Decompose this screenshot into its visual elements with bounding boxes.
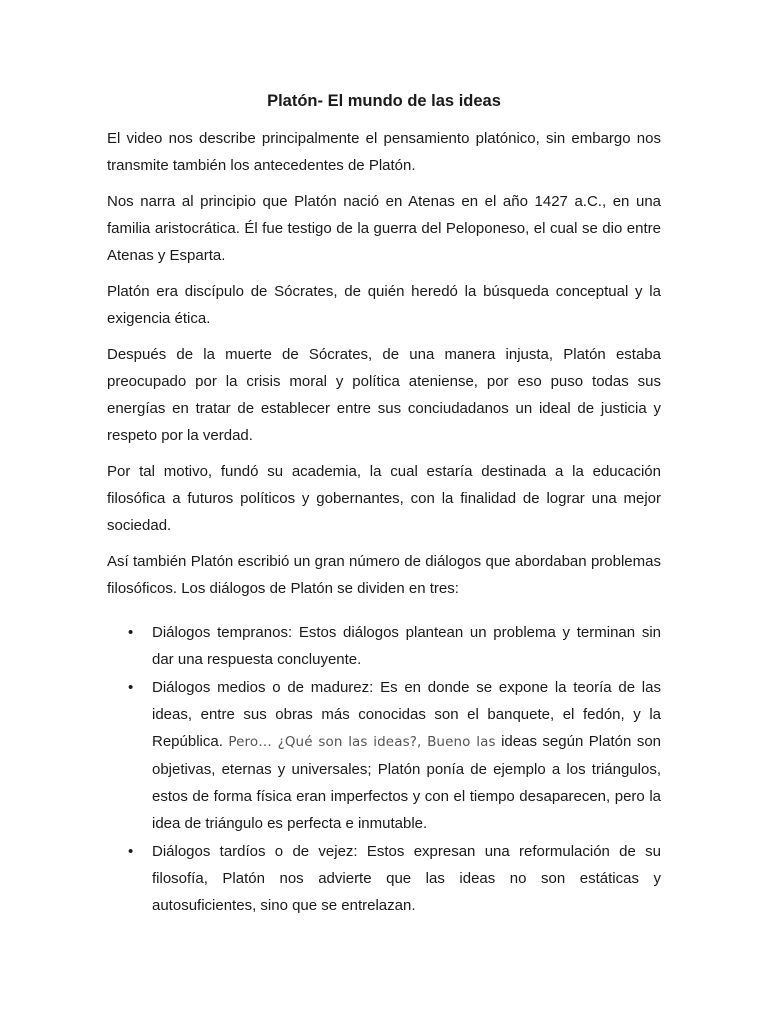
paragraph-death-socrates: Después de la muerte de Sócrates, de una manera injusta, Platón estaba preocupado por la crisis moral y política ateniense, por eso puso todas sus energías en tratar de establecer entre sus conciudadanos un ideal de justicia y respeto por la verdad. (107, 346, 661, 444)
list-item-text: ideas según Platón son objetivas, eternas y universales; Platón ponía de ejemplo a los triángulos, estos de forma física eran imperfectos y con el tiempo desaparecen, pero la idea de triángulo es perfecta e inmutable. (152, 733, 661, 832)
paragraph-academy: Por tal motivo, fundó su academia, la cual estaría destinada a la educación filosófica a futuros políticos y gobernantes, con la finalidad de lograr una mejor sociedad. (107, 463, 661, 534)
paragraph-origin: Nos narra al principio que Platón nació en Atenas en el año 1427 a.C., en una familia aristocrática. Él fue testigo de la guerra del Peloponeso, el cual se dio entre Atenas y Esparta. (107, 193, 661, 264)
list-item (107, 674, 661, 837)
bullet-icon: • (128, 843, 134, 860)
dialogues-list (107, 619, 661, 919)
document-page (107, 88, 661, 920)
bullet-icon: • (128, 679, 134, 696)
paragraph-dialogues: Así también Platón escribió un gran número de diálogos que abordaban problemas filosóficos. Los diálogos de Platón se dividen en tres: (107, 553, 661, 597)
list-item (107, 619, 661, 673)
paragraph-disciple: Platón era discípulo de Sócrates, de quién heredó la búsqueda conceptual y la exigencia ética. (107, 283, 661, 327)
page-title: Platón- El mundo de las ideas (267, 92, 501, 110)
list-item-text: Diálogos tempranos: Estos diálogos plantean un problema y terminan sin dar una respuesta concluyente. (152, 624, 661, 668)
list-item-text: Diálogos medios o de madurez: Es en donde se expone la teoría de las ideas, entre sus obras más conocidas son el banquete, el fedón, y la República. (152, 679, 661, 750)
list-item (107, 838, 661, 919)
paragraph-intro: El video nos describe principalmente el pensamiento platónico, sin embargo nos transmite también los antecedentes de Platón. (107, 130, 661, 174)
list-item-question-text: Pero… ¿Qué son las ideas?, Bueno las (228, 734, 496, 750)
list-item-text: Diálogos tardíos o de vejez: Estos expresan una reformulación de su filosofía, Platón nos advierte que las ideas no son estáticas y autosuficientes, sino que se entrelazan. (152, 843, 661, 914)
bullet-icon: • (128, 624, 134, 641)
